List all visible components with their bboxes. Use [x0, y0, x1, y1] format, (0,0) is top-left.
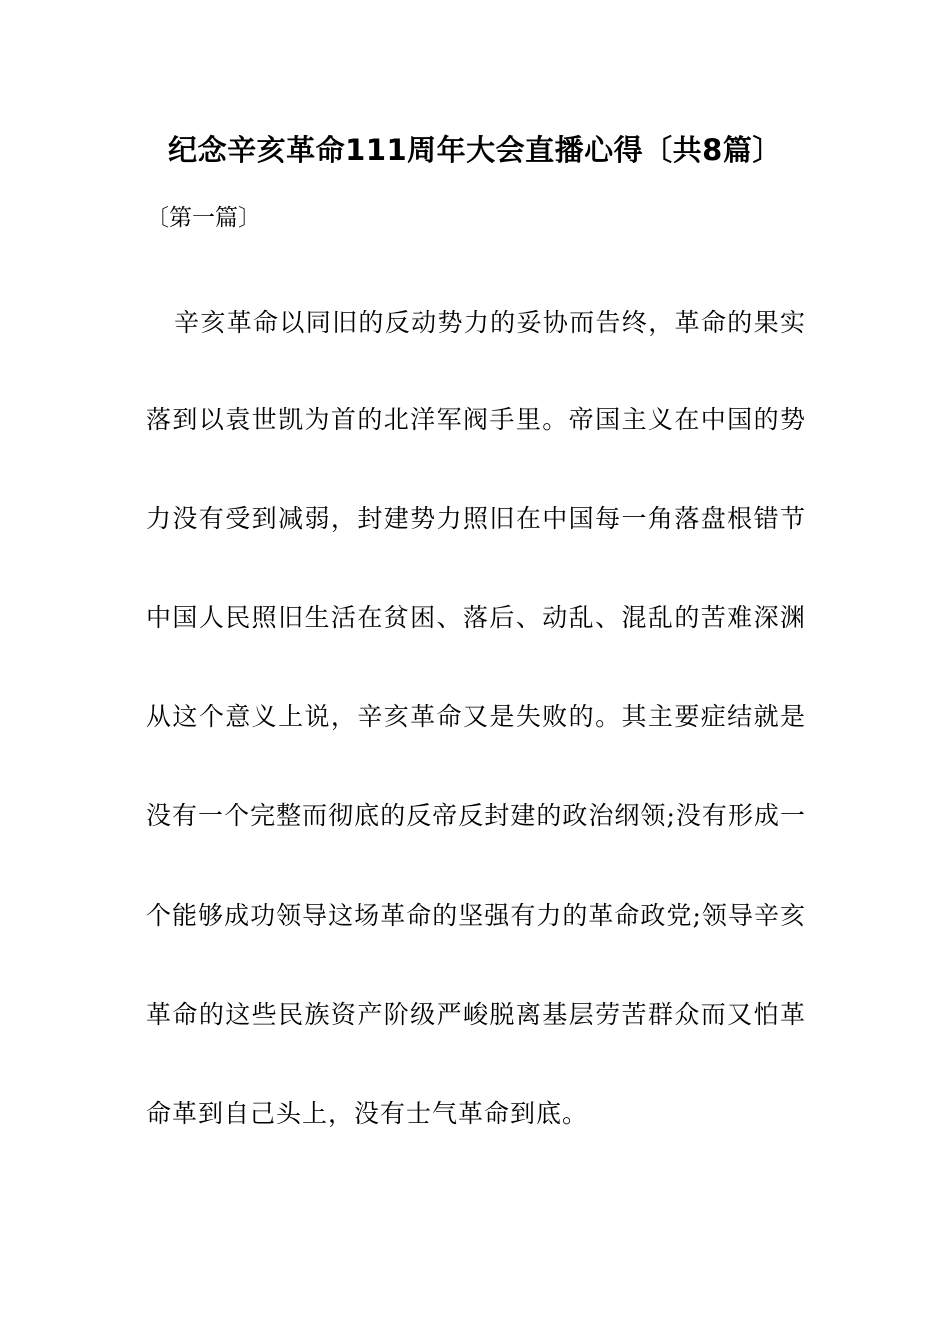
paragraph-line: 中国人民照旧生活在贫困、落后、动乱、混乱的苦难深渊 [146, 603, 806, 632]
paragraph-line: 辛亥革命以同旧的反动势力的妥协而告终，革命的果实 [174, 308, 806, 337]
section-label: 〔第一篇〕 [146, 205, 261, 231]
document-title: 纪念辛亥革命111周年大会直播心得〔共8篇〕 [168, 133, 782, 167]
paragraph-line: 力没有受到减弱，封建势力照旧在中国每一角落盘根错节 [146, 504, 806, 533]
paragraph-line: 革命的这些民族资产阶级严峻脱离基层劳苦群众而又怕革 [146, 1000, 806, 1029]
paragraph-line: 命革到自己头上，没有士气革命到底。 [146, 1099, 589, 1128]
paragraph-line: 个能够成功领导这场革命的坚强有力的革命政党;领导辛亥 [146, 901, 806, 930]
paragraph-line: 没有一个完整而彻底的反帝反封建的政治纲领;没有形成一 [146, 801, 806, 830]
paragraph-line: 从这个意义上说，辛亥革命又是失败的。其主要症结就是 [146, 702, 806, 731]
paragraph-line: 落到以袁世凯为首的北洋军阀手里。帝国主义在中国的势 [146, 405, 806, 434]
